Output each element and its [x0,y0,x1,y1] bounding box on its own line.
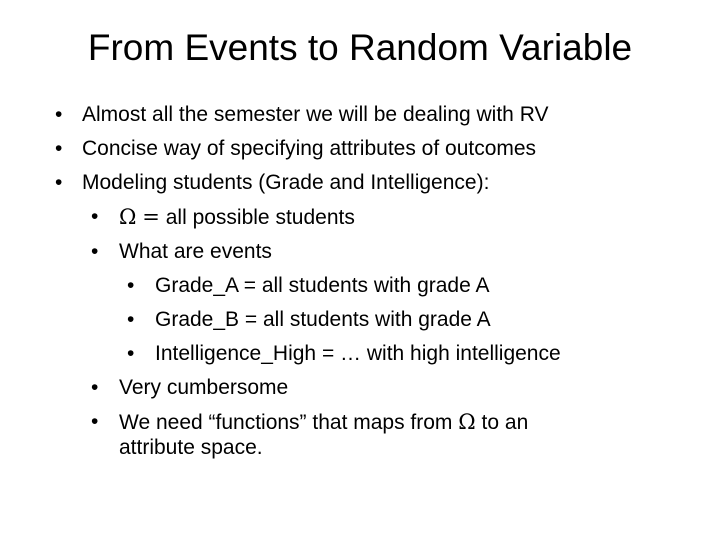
bullet-modeling [52,166,702,200]
bullet-list [52,98,702,462]
bullet-concise [52,132,702,166]
bullet-dot: • [55,137,63,160]
sub-bullet-functions-continuation: attribute space. [119,436,263,459]
sub-bullet-text: all possible students [165,206,355,229]
bullet-text: Modeling students (Grade and Intelligence): [82,171,490,194]
omega-symbol: Ω [119,205,137,229]
slide-title: From Events to Random Variable [87,27,633,68]
event-item-grade-b [52,303,702,337]
event-item-intelligence-high [52,337,702,371]
bullet-text: Almost all the semester we will be dealing with RV [82,103,549,126]
event-text: Grade_B = all students with grade A [155,308,491,331]
sub-bullet-cumbersome [52,371,702,405]
bullet-text: Concise way of specifying attributes of outcomes [82,137,537,160]
event-text: Grade_A = all students with grade A [155,274,490,297]
sub-bullet-text: What are events [119,240,272,263]
bullet-rv [52,98,702,132]
sub-bullet-text: to an [481,411,529,434]
equals-symbol: = [142,205,160,229]
bullet-dot: • [127,308,135,331]
bullet-dot: • [91,410,99,433]
sub-bullet-events [52,235,702,269]
bullet-dot: • [55,171,63,194]
sub-bullet-omega [52,200,702,235]
event-text: Intelligence_High = … with high intelligence [155,342,561,365]
bullet-dot: • [127,274,135,297]
sub-bullet-text: Very cumbersome [119,376,289,399]
sub-bullet-text: We need “functions” that maps from [119,411,453,434]
omega-symbol: Ω [458,410,476,434]
bullet-dot: • [55,103,63,126]
event-item-grade-a [52,269,702,303]
bullet-dot: • [91,205,99,228]
bullet-dot: • [127,342,135,365]
bullet-dot: • [91,376,99,399]
sub-bullet-functions [52,405,702,440]
bullet-dot: • [91,240,99,263]
